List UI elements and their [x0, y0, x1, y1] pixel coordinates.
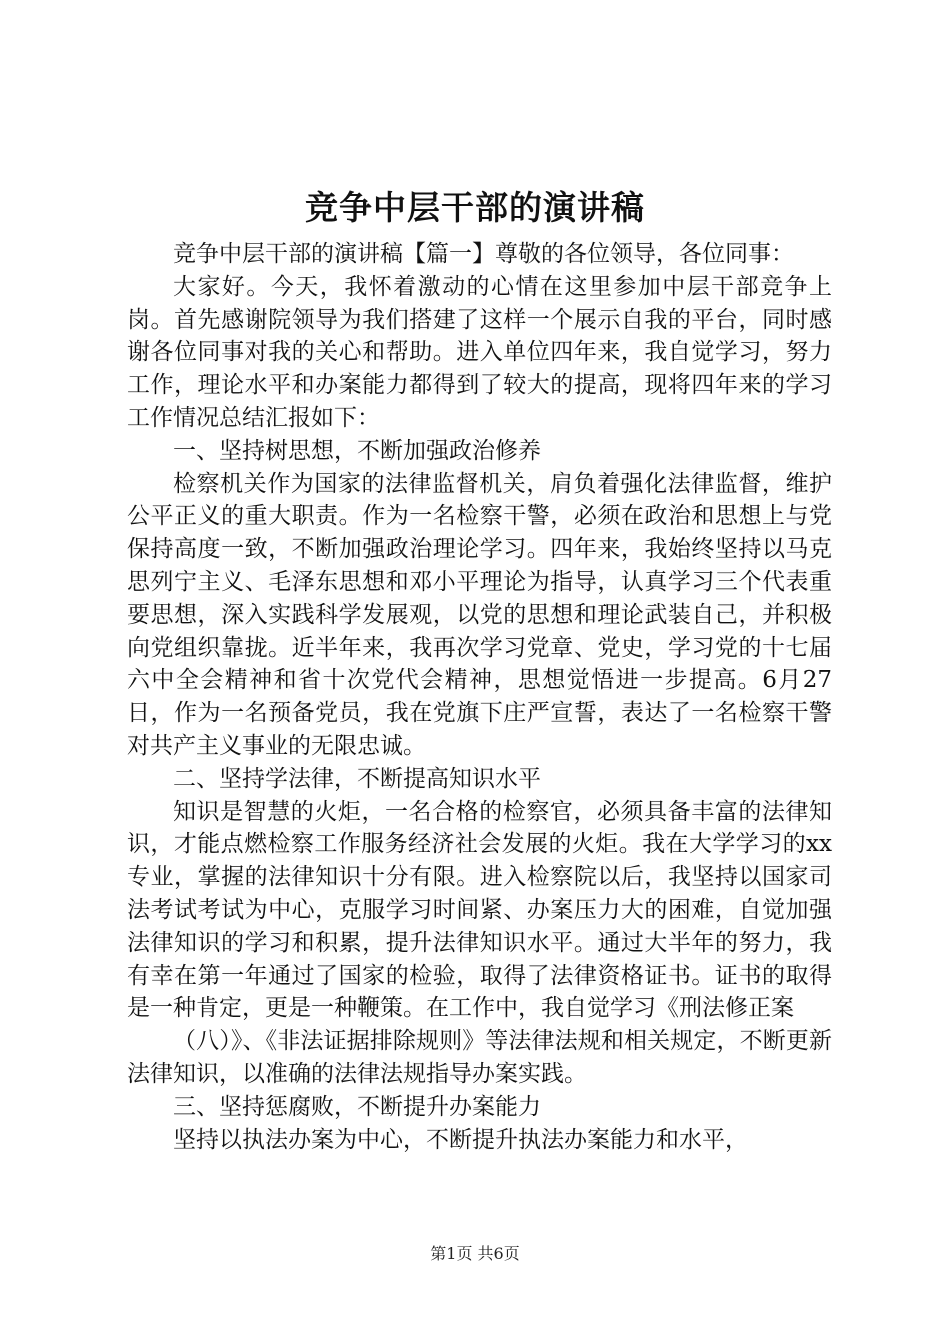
section-heading-1: 一、坚持树思想，不断加强政治修养	[173, 437, 541, 464]
paragraph-section-3: 坚持以执法办案为中心，不断提升执法办案能力和水平，	[173, 1126, 748, 1153]
section-heading-2: 二、坚持学法律，不断提高知识水平	[173, 765, 541, 792]
paragraph-salutation: 竞争中层干部的演讲稿【篇一】尊敬的各位领导，各位同事：	[173, 241, 794, 267]
paragraph-introduction: 大家好。今天，我怀着激动的心情在这里参加中层干部竞争上岗。首先感谢院领导为我们搭建了这样一个展示自我的平台，同时感谢各位同事对我的关心和帮助。进入单位四年来，我自觉学习，努力工作，理论水平和办案能力都得到了较大的提高，现将四年来的学习工作情况总结汇报如下：	[127, 273, 832, 431]
paragraph-section-2: 知识是智慧的火炬，一名合格的检察官，必须具备丰富的法律知识，才能点燃检察工作服务经济社会发展的火炬。我在大学学习的xx专业，掌握的法律知识十分有限。进入检察院以后，我坚持以国家司法考试考试为中心，克服学习时间紧、办案压力大的困难，自觉加强法律知识的学习和积累，提升法律知识水平。通过大半年的努力，我有幸在第一年通过了国家的检验，取得了法律资格证书。证书的取得是一种肯定，更是一种鞭策。在工作中，我自觉学习《刑法修正案	[127, 798, 832, 1022]
page-footer: 第1页 共6页	[430, 1244, 520, 1263]
paragraph-section-1: 检察机关作为国家的法律监督机关，肩负着强化法律监督，维护公平正义的重大职责。作为一名检察干警，必须在政治和思想上与党保持高度一致，不断加强政治理论学习。四年来，我始终坚持以马克思列宁主义、毛泽东思想和邓小平理论为指导，认真学习三个代表重要思想，深入实践科学发展观，以党的思想和理论武装自己，并积极向党组织靠拢。近半年来，我再次学习党章、党史，学习党的十七届六中全会精神和省十次党代会精神，思想觉悟进一步提高。6月27日，作为一名预备党员，我在党旗下庄严宣誓，表达了一名检察干警对共产主义事业的无限忠诚。	[127, 470, 832, 759]
document-title: 竞争中层干部的演讲稿	[305, 188, 645, 227]
paragraph-section-2-continued: （八）》、《非法证据排除规则》等法律法规和相关规定，不断更新法律知识，以准确的法律法规指导办案实践。	[127, 1028, 832, 1087]
document-body	[127, 238, 832, 1156]
section-heading-3: 三、坚持惩腐败，不断提升办案能力	[173, 1093, 541, 1120]
